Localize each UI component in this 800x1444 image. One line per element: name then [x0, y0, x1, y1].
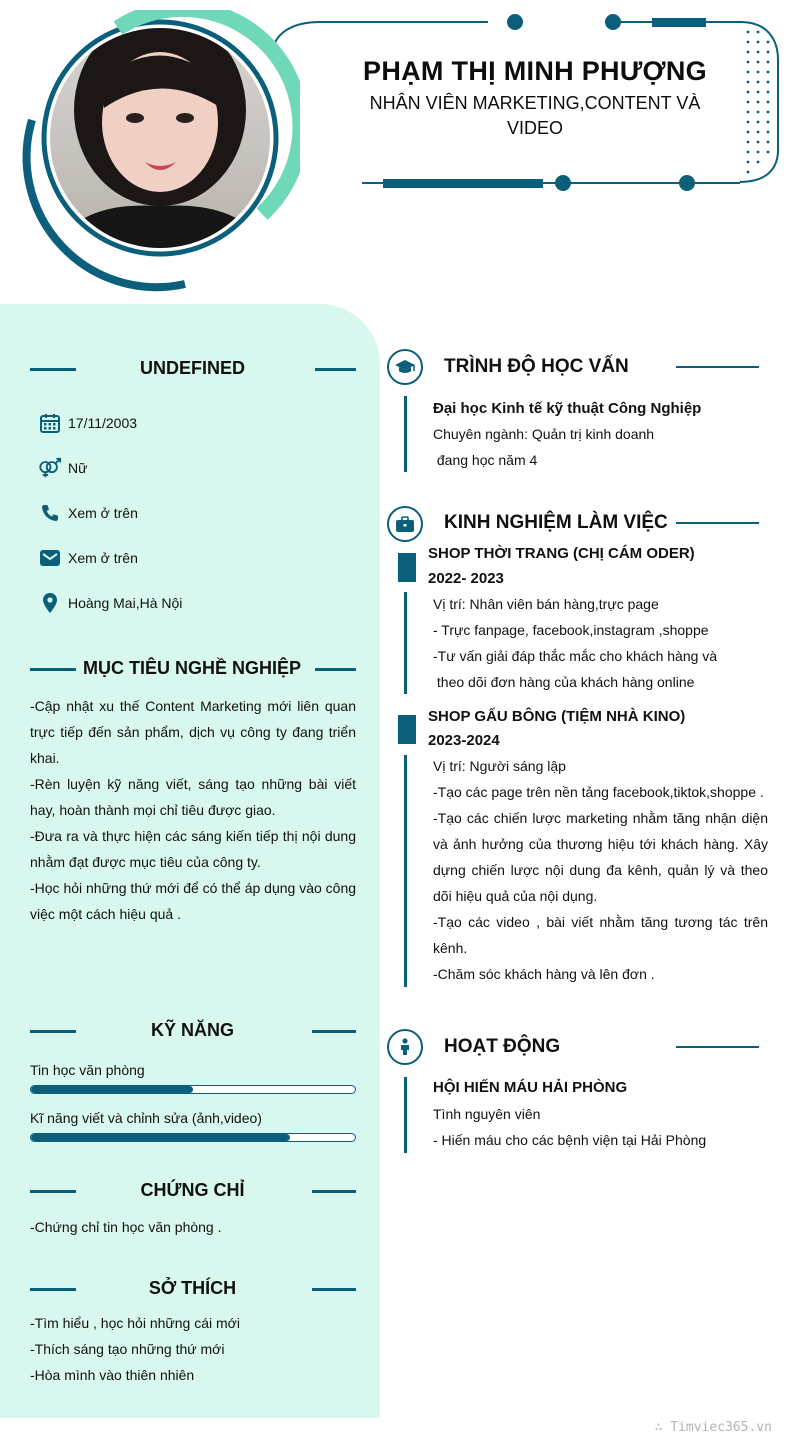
objective-line: -Đưa ra và thực hiện các sáng kiến tiếp thị nội dung nhằm đạt được mục tiêu của công ty.: [30, 828, 356, 870]
birthday-text: 17/11/2003: [68, 415, 138, 431]
job-line: -Tạo các video , bài viết nhằm tăng tương tác trên kênh.: [433, 914, 768, 956]
job-vbar: [404, 592, 407, 694]
job-line: -Chăm sóc khách hàng và lên đơn .: [433, 966, 655, 982]
job-line: - Trực fanpage, facebook,instagram ,shoppe: [433, 622, 709, 638]
job-period: 2022- 2023: [428, 570, 504, 587]
objective-line: -Học hỏi những thứ mới để có thể áp dụng vào công việc một cách hiệu quả .: [30, 880, 357, 922]
phone-row: [38, 501, 138, 525]
activities-detail: - Hiến máu cho các bệnh viện tại Hải Phòng: [433, 1132, 707, 1148]
experience-icon-badge: [387, 506, 423, 542]
email-text: Xem ở trên: [68, 550, 138, 566]
dot-pattern: [747, 31, 770, 174]
avatar: [10, 10, 300, 300]
divider: [30, 668, 76, 671]
divider: [312, 1030, 356, 1033]
job-line: theo dõi đơn hàng của khách hàng online: [433, 674, 695, 690]
location-icon: [38, 591, 62, 615]
email-icon: [38, 546, 62, 570]
address-row: [38, 591, 182, 615]
phone-text: Xem ở trên: [68, 505, 138, 521]
education-school: Đại học Kinh tế kỹ thuật Công Nghiệp: [433, 400, 702, 417]
divider: [676, 1046, 759, 1048]
job-period: 2023-2024: [428, 732, 500, 749]
activities-icon-badge: [387, 1029, 423, 1065]
person-icon: [398, 1038, 412, 1056]
skill-bar-fill: [31, 1134, 290, 1141]
candidate-name: PHẠM THỊ MINH PHƯỢNG: [363, 56, 707, 86]
certificate-text: -Chứng chỉ tin học văn phòng .: [30, 1219, 222, 1235]
divider: [30, 1030, 76, 1033]
education-vbar: [404, 396, 407, 472]
skills-title: KỸ NĂNG: [150, 1020, 234, 1040]
skill-bar-fill: [31, 1086, 193, 1093]
hobbies-text: [30, 1310, 356, 1388]
experience-title: KINH NGHIỆM LÀM VIỆC: [444, 512, 668, 533]
hobbies-title: SỞ THÍCH: [148, 1278, 237, 1298]
skill-bar: [30, 1133, 356, 1142]
education-icon-badge: [387, 349, 423, 385]
certificates-title: CHỨNG CHỈ: [140, 1180, 245, 1200]
hobby-line: -Hòa mình vào thiên nhiên: [30, 1367, 195, 1383]
activities-org: HỘI HIẾN MÁU HẢI PHÒNG: [433, 1079, 628, 1096]
briefcase-icon: [395, 515, 415, 533]
calendar-icon: [38, 411, 62, 435]
divider: [676, 522, 759, 524]
job-line: -Tạo các page trên nền tảng facebook,tiktok,shoppe .: [433, 784, 764, 800]
graduation-cap-icon: [394, 358, 416, 376]
phone-icon: [38, 501, 62, 525]
activities-role: Tình nguyên viên: [433, 1106, 541, 1122]
job-line: -Tư vấn giải đáp thắc mắc cho khách hàng và: [433, 648, 718, 664]
job-line: Vị trí: Người sáng lập: [433, 758, 566, 774]
objective-line: -Rèn luyện kỹ năng viết, sáng tạo những bài viết hay, hoàn thành mọi chỉ tiêu được giao.: [30, 776, 356, 818]
hobby-line: -Thích sáng tạo những thứ mới: [30, 1341, 225, 1357]
job-line: -Tạo các chiến lược marketing nhằm tăng nhận diện và ảnh hưởng của thương hiệu tới khách hàng. Xây dựng chiến lược nội dung đa kênh, quản lý và theo dõi hiệu quả của nội dụng.: [433, 810, 768, 904]
gender-icon: [38, 456, 62, 480]
address-text: Hoàng Mai,Hà Nội: [68, 595, 183, 611]
skill-label: Kĩ năng viết và chỉnh sửa (ảnh,video): [30, 1110, 262, 1126]
job-marker: [398, 553, 416, 582]
education-major: Chuyên ngành: Quản trị kinh doanh: [433, 426, 655, 442]
job-line: Vị trí: Nhân viên bán hàng,trực page: [433, 596, 659, 612]
divider: [312, 1190, 356, 1193]
divider: [676, 366, 759, 368]
personal-title: UNDEFINED: [139, 358, 245, 378]
education-title: TRÌNH ĐỘ HỌC VẤN: [444, 356, 629, 377]
birthday-row: [38, 411, 137, 435]
objective-line: -Cập nhật xu thế Content Marketing mới liên quan trực tiếp đến sản phẩm, dịch vụ công ty đang triển khai.: [30, 698, 356, 766]
divider: [315, 368, 356, 371]
activities-vbar: [404, 1077, 407, 1153]
activities-title: HOẠT ĐỘNG: [444, 1036, 561, 1057]
education-status: đang học năm 4: [433, 452, 538, 468]
divider: [312, 1288, 356, 1291]
objective-title: MỤC TIÊU NGHỀ NGHIỆP: [82, 658, 301, 678]
gender-text: Nữ: [68, 460, 88, 476]
divider: [30, 1288, 76, 1291]
skill-bar: [30, 1085, 356, 1094]
job-vbar: [404, 755, 407, 987]
hobby-line: -Tìm hiểu , học hỏi những cái mới: [30, 1315, 240, 1331]
candidate-role: NHÂN VIÊN MARKETING,CONTENT VÀ VIDEO: [369, 93, 701, 138]
gender-row: [38, 456, 87, 480]
divider: [30, 1190, 76, 1193]
divider: [30, 368, 76, 371]
job-company: SHOP GẤU BÔNG (TIỆM NHÀ KINO): [428, 708, 686, 725]
objective-text: [30, 693, 356, 927]
watermark: ∴ Timviec365.vn: [654, 1420, 772, 1435]
job-marker: [398, 715, 416, 744]
divider: [315, 668, 356, 671]
job-company: SHOP THỜI TRANG (CHỊ CÁM ODER): [428, 545, 695, 562]
email-row: [38, 546, 138, 570]
skill-label: Tin học văn phòng: [30, 1062, 145, 1078]
